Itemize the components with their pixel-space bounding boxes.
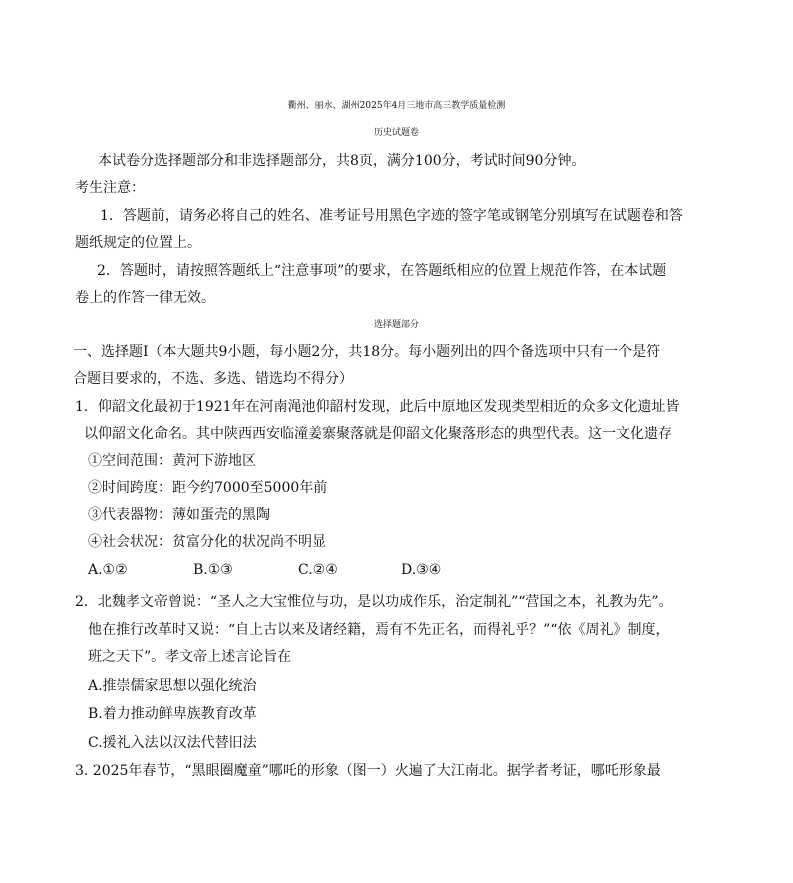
note-2-line-a: 2．答题时，请按照答题纸上“注意事项”的要求，在答题纸相应的位置上规范作答，在本试题 xyxy=(97,263,667,279)
question-1-item-4: ④社会状况：贫富分化的状况尚不明显 xyxy=(88,534,326,550)
question-1-item-1: ①空间范围：黄河下游地区 xyxy=(88,453,256,469)
question-1-line-a: 1．仰韶文化最初于1921年在河南渑池仰韶村发现，此后中原地区发现类型相近的众多文化遗址皆 xyxy=(75,399,680,415)
question-1-line-b: 以仰韶文化命名。其中陕西西安临潼姜寨聚落就是仰韶文化聚落形态的典型代表。这一文化遗存 xyxy=(84,426,672,442)
question-2-option-a: A.推崇儒家思想以强化统治 xyxy=(88,678,257,694)
intro-line: 本试卷分选择题部分和非选择题部分，共8页，满分100分，考试时间90分钟。 xyxy=(98,153,586,169)
question-2-line-b: 他在推行改革时又说：“自上古以来及诸经籍，焉有不先正名，而得礼乎？”“依《周礼》制度， xyxy=(88,622,670,638)
question-1-option-c: C.②④ xyxy=(298,562,338,578)
question-3-line-a: 3. 2025年春节，“黑眼圈魔童”哪吒的形象（图一）火遍了大江南北。据学者考证，哪吒形象最 xyxy=(75,763,661,779)
exam-subtitle: 历史试题卷 xyxy=(373,128,419,138)
question-1-options xyxy=(88,560,441,580)
question-2-option-b: B.着力推动鲜卑族教育改革 xyxy=(88,706,257,722)
note-1-line-a: 1．答题前，请务必将自己的姓名、准考证号用黑色字迹的签字笔或钢笔分别填写在试题卷和答 xyxy=(100,208,683,224)
question-2-option-c: C.援礼入法以汉法代替旧法 xyxy=(88,735,257,751)
section-title: 选择题部分 xyxy=(373,320,419,330)
question-1-item-2: ②时间跨度：距今约7000至5000年前 xyxy=(88,480,328,496)
section-heading-line-b: 合题目要求的，不选、多选、错选均不得分） xyxy=(73,371,353,387)
question-1-option-b: B.①③ xyxy=(193,562,233,578)
question-1-option-a: A.①② xyxy=(88,562,128,578)
notice-title: 考生注意： xyxy=(75,180,145,196)
exam-title: 衢州、丽水、湖州2025年4月三地市高三教学质量检测 xyxy=(287,101,506,111)
question-1-item-3: ③代表器物：薄如蛋壳的黑陶 xyxy=(88,507,270,523)
note-1-line-b: 题纸规定的位置上。 xyxy=(75,235,201,251)
section-heading-line-a: 一、选择题Ⅰ（本大题共9小题，每小题2分，共18分。每小题列出的四个备选项中只有一个是符 xyxy=(73,344,661,360)
note-2-line-b: 卷上的作答一律无效。 xyxy=(75,290,215,306)
question-2-line-c: 班之天下”。孝文帝上述言论旨在 xyxy=(88,649,292,665)
question-1-option-d: D.③④ xyxy=(401,562,442,578)
question-2-line-a: 2．北魏孝文帝曾说：“圣人之大宝惟位与功，是以功成作乐，治定制礼”“营国之本，礼教为先”。 xyxy=(75,594,673,610)
